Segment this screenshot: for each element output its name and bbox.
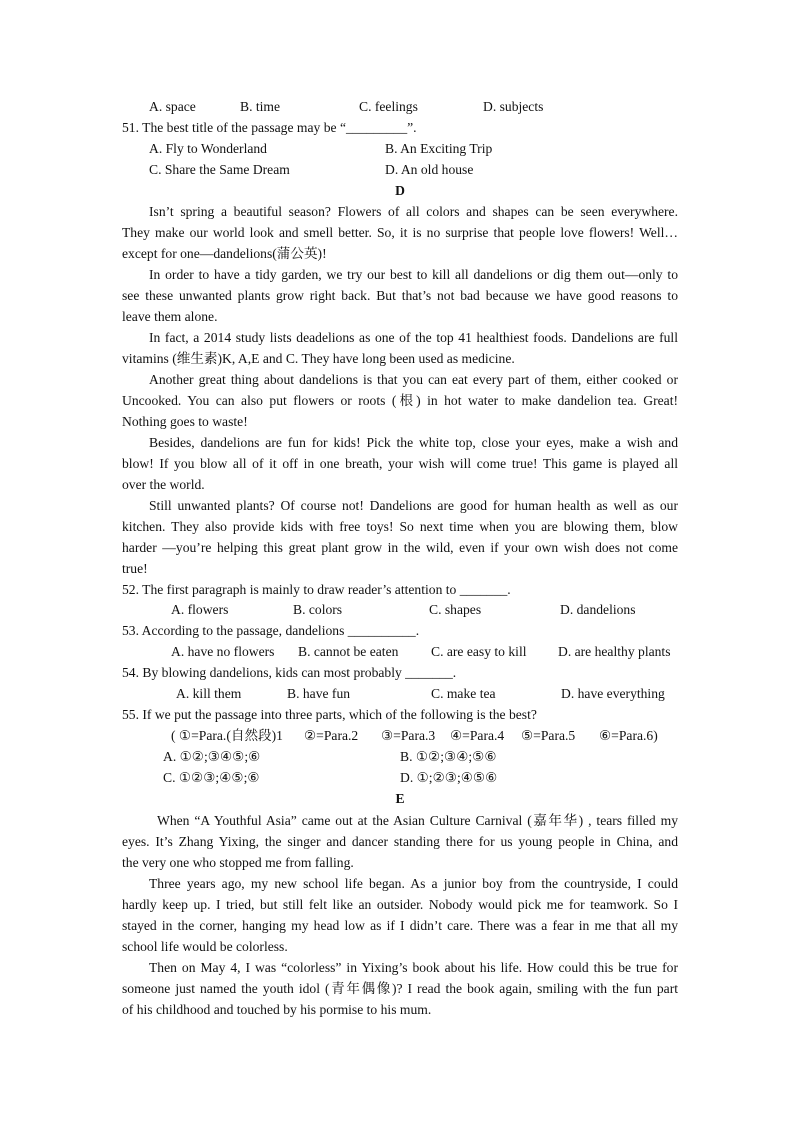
q51-option-c: C. Share the Same Dream (149, 162, 290, 177)
q51-option-b: B. An Exciting Trip (385, 141, 493, 156)
passage-line: of his childhood and touched by his pormise to his mum. (122, 1002, 432, 1017)
q55-legend-3: ③=Para.3 (381, 728, 436, 743)
q51-option-d: D. An old house (385, 162, 474, 177)
passage-line: Three years ago, my new school life began. As a junior boy from the countryside, I could (149, 876, 678, 891)
passage-line: hardly keep up. I tried, but still felt like an outsider. Nobody would pick me for teamwork. So I (122, 897, 678, 912)
q50-option-c: C. feelings (359, 99, 418, 114)
q50-option-b: B. time (240, 99, 281, 114)
q54-stem: 54. By blowing dandelions, kids can most probably _______. (122, 665, 457, 680)
q55-legend-2: ②=Para.2 (304, 728, 359, 743)
q51-option-a: A. Fly to Wonderland (149, 141, 267, 156)
passage-line: vitamins (维生素)K, A,E and C. They have long been used as medicine. (122, 351, 515, 366)
q52-option-c: C. shapes (429, 602, 482, 617)
q52-option-a: A. flowers (171, 602, 229, 617)
passage-line: Still unwanted plants? Of course not! Dandelions are good for human health as well as our (149, 498, 678, 513)
passage-line: someone just named the youth idol (青年偶像)? I read the book again, smiling with the fun part (122, 981, 678, 996)
q54-option-a: A. kill them (176, 686, 242, 701)
passage-line: see these unwanted plants grow right back. But that’s not bad because we have good reasons to (122, 288, 678, 303)
passage-line: Nothing goes to waste! (122, 414, 248, 429)
passage-line: eyes. It’s Zhang Yixing, the singer and dancer standing there for us young people in China, and (122, 834, 678, 849)
section-d-heading: D (395, 183, 405, 198)
q54-option-c: C. make tea (431, 686, 496, 701)
q55-option-c: C. ①②③;④⑤;⑥ (163, 770, 260, 785)
passage-line: Then on May 4, I was “colorless” in Yixing’s book about his life. How could this be true for (149, 960, 678, 975)
passage-line: harder —you’re helping this great plant grow in the wild, even if your own wish does not come (122, 540, 678, 555)
passage-line: leave them alone. (122, 309, 218, 324)
passage-line: In order to have a tidy garden, we try our best to kill all dandelions or dig them out—only to (149, 267, 678, 282)
q53-option-b: B. cannot be eaten (298, 644, 399, 659)
section-e-heading: E (395, 791, 405, 806)
q55-legend-4: ④=Para.4 (450, 728, 505, 743)
q55-option-a: A. ①②;③④⑤;⑥ (163, 749, 261, 764)
passage-line: Another great thing about dandelions is that you can eat every part of them, either cooked or (149, 372, 678, 387)
q54-option-d: D. have everything (561, 686, 665, 701)
q55-legend-5: ⑤=Para.5 (521, 728, 576, 743)
passage-line: the very one who stopped me from falling. (122, 855, 354, 870)
q55-legend-1: ( ①=Para.(自然段)1 (171, 728, 283, 743)
passage-line: except for one—dandelions(蒲公英)! (122, 246, 327, 261)
q54-option-b: B. have fun (287, 686, 351, 701)
q50-option-a: A. space (149, 99, 196, 114)
q53-option-c: C. are easy to kill (431, 644, 527, 659)
passage-line: stayed in the corner, hanging my head low as if I didn’t care. There was a fear in me that all my (122, 918, 678, 933)
passage-line: school life would be colorless. (122, 939, 288, 954)
q52-option-d: D. dandelions (560, 602, 636, 617)
passage-line: Uncooked. You can also put flowers or roots (根) in hot water to make dandelion tea. Great! (122, 393, 678, 408)
q55-legend-6: ⑥=Para.6) (599, 728, 658, 743)
q53-stem: 53. According to the passage, dandelions __________. (122, 623, 420, 638)
q51-stem: 51. The best title of the passage may be “_________”. (122, 120, 417, 135)
passage-line: They make our world look and smell better. So, it is no surprise that people love flowers! Well… (122, 225, 678, 240)
passage-line: true! (122, 561, 148, 576)
passage-line: blow! If you blow all of it off in one breath, your wish will come true! This game is played all (122, 456, 678, 471)
passage-line: When “A Youthful Asia” came out at the Asian Culture Carnival (嘉年华) , tears filled my (157, 813, 678, 828)
q53-option-d: D. are healthy plants (558, 644, 671, 659)
passage-line: In fact, a 2014 study lists deadelions as one of the top 41 healthiest foods. Dandelions are full (149, 330, 678, 345)
passage-line: kitchen. They also provide kids with free toys! So next time when you are blowing them, blow (122, 519, 678, 534)
passage-line: over the world. (122, 477, 205, 492)
passage-line: Isn’t spring a beautiful season? Flowers of all colors and shapes can be seen everywhere. (149, 204, 678, 219)
q55-option-d: D. ①;②③;④⑤⑥ (400, 770, 498, 785)
q50-option-d: D. subjects (483, 99, 544, 114)
passage-line: Besides, dandelions are fun for kids! Pick the white top, close your eyes, make a wish and (149, 435, 678, 450)
q55-option-b: B. ①②;③④;⑤⑥ (400, 749, 497, 764)
q55-stem: 55. If we put the passage into three parts, which of the following is the best? (122, 707, 537, 722)
q52-option-b: B. colors (293, 602, 343, 617)
q52-stem: 52. The first paragraph is mainly to draw reader’s attention to _______. (122, 582, 511, 597)
q53-option-a: A. have no flowers (171, 644, 275, 659)
